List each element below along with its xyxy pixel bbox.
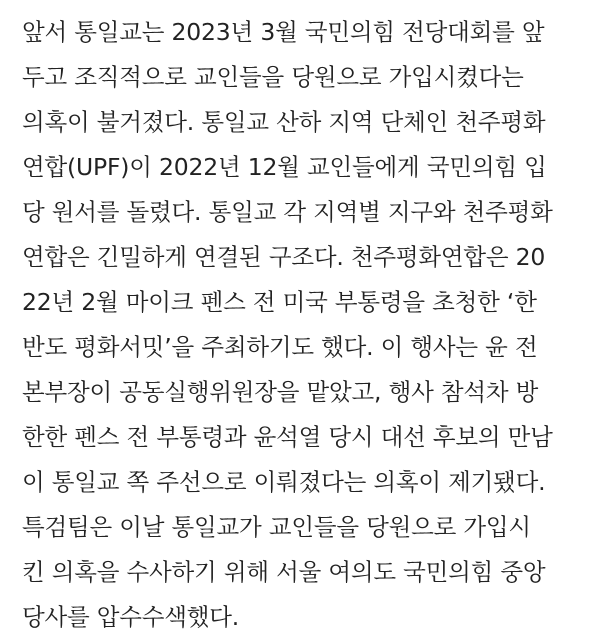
article-line: 당사를 압수수색했다. — [22, 603, 240, 631]
article-line: 본부장이 공동실행위원장을 맡았고, 행사 참석차 방 — [22, 378, 539, 406]
article-line: 연합은 긴밀하게 연결된 구조다. 천주평화연합은 20 — [22, 243, 546, 271]
article-line: 반도 평화서밋’을 주최하기도 했다. 이 행사는 윤 전 — [22, 333, 538, 361]
article-line: 의혹이 불거졌다. 통일교 산하 지역 단체인 천주평화 — [22, 108, 546, 136]
article-line: 킨 의혹을 수사하기 위해 서울 여의도 국민의힘 중앙 — [22, 558, 546, 586]
article-body — [22, 0, 592, 640]
article-line: 당 원서를 돌렸다. 통일교 각 지역별 지구와 천주평화 — [22, 198, 553, 226]
article-line: 특검팀은 이날 통일교가 교인들을 당원으로 가입시 — [22, 513, 531, 541]
article-line: 이 통일교 쪽 주선으로 이뤄졌다는 의혹이 제기됐다. — [22, 468, 546, 496]
article-line: 앞서 통일교는 2023년 3월 국민의힘 전당대회를 앞 — [22, 18, 545, 46]
article-line: 22년 2월 마이크 펜스 전 미국 부통령을 초청한 ‘한 — [22, 288, 537, 316]
article-line: 두고 조직적으로 교인들을 당원으로 가입시켰다는 — [22, 63, 524, 91]
article-line: 연합(UPF)이 2022년 12월 교인들에게 국민의힘 입 — [22, 153, 547, 181]
article-line: 한한 펜스 전 부통령과 윤석열 당시 대선 후보의 만남 — [22, 423, 553, 451]
